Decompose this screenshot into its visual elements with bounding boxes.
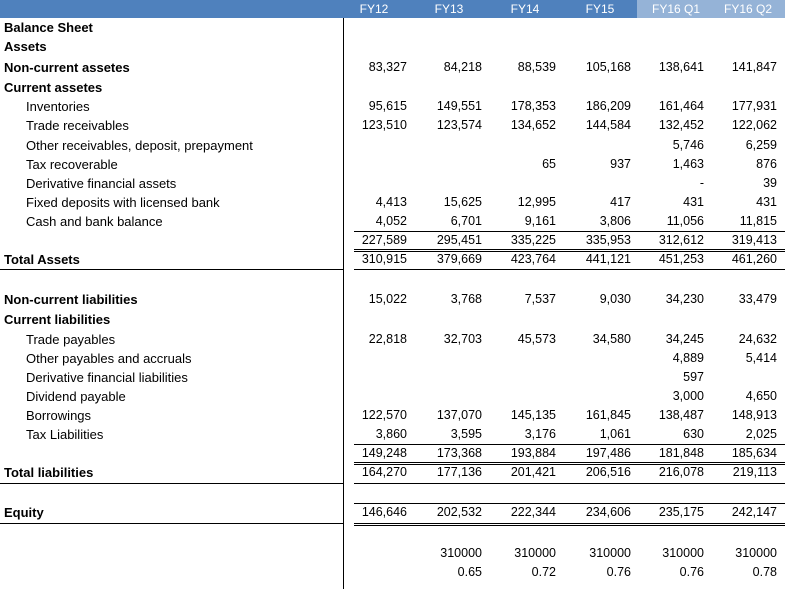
cell-value (412, 174, 482, 193)
cell-value: 310000 (735, 546, 777, 560)
cell-value: 95,615 (368, 99, 407, 113)
cell-value: 138,487 (658, 408, 704, 422)
cell-value: 141,847 (731, 60, 777, 74)
row-label: Tax recoverable (26, 157, 118, 172)
cell-value: 186,209 (585, 99, 631, 113)
cell-value (337, 136, 407, 155)
cell-value: 84,218 (443, 60, 482, 74)
cell-value: 2,025 (745, 427, 777, 441)
cell-value: 197,486 (585, 446, 631, 460)
cell-value: 242,147 (731, 505, 777, 519)
cell-value (337, 155, 407, 174)
cell-value: 122,062 (731, 118, 777, 132)
table-row (0, 349, 785, 368)
cell-value: 3,000 (672, 389, 704, 403)
table-row (0, 155, 785, 174)
cell-value (707, 310, 777, 329)
cell-value: 335,225 (510, 233, 556, 247)
table-row (0, 37, 785, 56)
cell-value: 185,634 (731, 446, 777, 460)
cell-value: 15,022 (368, 292, 407, 306)
cell-value (707, 37, 777, 56)
cell-value (486, 18, 556, 37)
cell-value: 132,452 (658, 118, 704, 132)
cell-value: 24,632 (738, 332, 777, 346)
cell-value: 45,573 (517, 332, 556, 346)
table-row (0, 212, 785, 231)
cell-value: - (699, 176, 704, 190)
cell-value: 161,845 (585, 408, 631, 422)
cell-value: 1,061 (599, 427, 631, 441)
cell-value: 441,121 (585, 252, 631, 266)
cell-value: 876 (756, 157, 777, 171)
cell-value: 178,353 (510, 99, 556, 113)
cell-value (486, 270, 556, 289)
cell-value: 310000 (514, 546, 556, 560)
column-header: FY13 (434, 2, 464, 16)
cell-value: 423,764 (510, 252, 556, 266)
total-underline (354, 483, 785, 484)
cell-value: 148,913 (731, 408, 777, 422)
cell-value: 201,421 (510, 465, 556, 479)
cell-value: 9,161 (524, 214, 556, 228)
cell-value (412, 349, 482, 368)
row-label: Cash and bank balance (26, 214, 163, 229)
cell-value: 0.76 (606, 565, 631, 579)
cell-value (412, 136, 482, 155)
table-row (0, 483, 785, 502)
cell-value (337, 310, 407, 329)
cell-value (707, 18, 777, 37)
cell-value (561, 174, 631, 193)
cell-value (634, 18, 704, 37)
subtotal-rule (354, 231, 785, 232)
cell-value (561, 37, 631, 56)
row-label: Tax Liabilities (26, 427, 104, 442)
cell-value (561, 483, 631, 502)
table-row (0, 231, 785, 250)
cell-value: 11,815 (739, 214, 777, 228)
cell-value (337, 78, 407, 97)
cell-value: 22,818 (368, 332, 407, 346)
table-row (0, 250, 785, 269)
cell-value: 181,848 (658, 446, 704, 460)
cell-value (337, 37, 407, 56)
cell-value: 161,464 (658, 99, 704, 113)
row-label: Current liabilities (4, 312, 111, 327)
cell-value: 34,230 (665, 292, 704, 306)
column-header: FY16 Q2 (723, 2, 773, 16)
table-row (0, 563, 785, 582)
cell-value (486, 37, 556, 56)
cell-value (412, 270, 482, 289)
cell-value: 597 (683, 370, 704, 384)
cell-value: 6,701 (450, 214, 482, 228)
cell-value: 4,650 (745, 389, 777, 403)
cell-value (634, 78, 704, 97)
table-row (0, 270, 785, 289)
table-row (0, 310, 785, 329)
cell-value: 335,953 (585, 233, 631, 247)
cell-value: 319,413 (731, 233, 777, 247)
cell-value: 88,539 (517, 60, 556, 74)
cell-value (707, 270, 777, 289)
cell-value: 310000 (440, 546, 482, 560)
row-label: Fixed deposits with licensed bank (26, 195, 220, 210)
total-rule (354, 249, 785, 252)
cell-value (561, 310, 631, 329)
cell-value: 310000 (589, 546, 631, 560)
row-label: Trade receivables (26, 118, 129, 133)
cell-value: 451,253 (658, 252, 704, 266)
cell-value (412, 368, 482, 387)
cell-value (337, 483, 407, 502)
cell-value: 65 (542, 157, 556, 171)
row-label: Total liabilities (4, 465, 94, 480)
cell-value (561, 349, 631, 368)
table-row (0, 503, 785, 522)
cell-value: 164,270 (361, 465, 407, 479)
cell-value: 431 (683, 195, 704, 209)
cell-value: 33,479 (738, 292, 777, 306)
cell-value (337, 174, 407, 193)
cell-value (412, 78, 482, 97)
total-underline (354, 269, 785, 270)
cell-value: 9,030 (599, 292, 631, 306)
cell-value (561, 136, 631, 155)
table-row (0, 174, 785, 193)
cell-value: 0.76 (679, 565, 704, 579)
cell-value: 310000 (662, 546, 704, 560)
table-row (0, 97, 785, 116)
row-label: Total Assets (4, 252, 80, 267)
label-divider (0, 269, 343, 270)
cell-value (634, 483, 704, 502)
row-label: Borrowings (26, 408, 92, 423)
row-label: Trade payables (26, 332, 116, 347)
table-row (0, 368, 785, 387)
row-label: Equity (4, 505, 44, 520)
column-header: FY12 (359, 2, 389, 16)
row-label: Non-current assetes (4, 60, 130, 75)
table-row (0, 406, 785, 425)
cell-value (412, 483, 482, 502)
cell-value (486, 310, 556, 329)
label-divider (0, 483, 343, 484)
cell-value: 32,703 (443, 332, 482, 346)
column-header: FY16 Q1 (651, 2, 701, 16)
cell-value (486, 349, 556, 368)
cell-value (486, 368, 556, 387)
table-row (0, 18, 785, 37)
cell-value: 34,580 (592, 332, 631, 346)
cell-value (412, 18, 482, 37)
cell-value: 235,175 (658, 505, 704, 519)
row-label: Dividend payable (26, 389, 126, 404)
row-label: Non-current liabilities (4, 292, 138, 307)
column-header: FY15 (585, 2, 615, 16)
equity-double-rule (354, 523, 785, 526)
cell-value: 138,641 (658, 60, 704, 74)
table-row (0, 330, 785, 349)
cell-value: 1,463 (672, 157, 704, 171)
cell-value (412, 310, 482, 329)
cell-value: 461,260 (731, 252, 777, 266)
cell-value: 630 (683, 427, 704, 441)
cell-value: 177,931 (731, 99, 777, 113)
cell-value: 177,136 (436, 465, 482, 479)
cell-value (337, 387, 407, 406)
cell-value: 123,510 (361, 118, 407, 132)
cell-value: 0.78 (752, 565, 777, 579)
column-header: FY14 (510, 2, 540, 16)
cell-value: 7,537 (524, 292, 556, 306)
cell-value: 39 (763, 176, 777, 190)
cell-value (561, 368, 631, 387)
cell-value (561, 78, 631, 97)
label-divider (0, 523, 343, 524)
row-label: Other payables and accruals (26, 351, 192, 366)
cell-value: 34,245 (665, 332, 704, 346)
row-label: Assets (4, 39, 47, 54)
cell-value (486, 136, 556, 155)
cell-value: 227,589 (361, 233, 407, 247)
cell-value: 123,574 (436, 118, 482, 132)
cell-value: 105,168 (585, 60, 631, 74)
cell-value (486, 174, 556, 193)
total-rule (354, 462, 785, 465)
table-row (0, 425, 785, 444)
cell-value: 431 (756, 195, 777, 209)
cell-value (561, 387, 631, 406)
table-row (0, 463, 785, 482)
table-row (0, 136, 785, 155)
cell-value: 0.65 (457, 565, 482, 579)
cell-value: 134,652 (510, 118, 556, 132)
cell-value: 202,532 (436, 505, 482, 519)
cell-value: 193,884 (510, 446, 556, 460)
cell-value: 146,646 (361, 505, 407, 519)
row-label: Balance Sheet (4, 20, 93, 35)
table-row (0, 290, 785, 309)
cell-value (412, 387, 482, 406)
cell-value: 417 (610, 195, 631, 209)
row-label: Derivative financial assets (26, 176, 177, 191)
cell-value (561, 270, 631, 289)
cell-value: 122,570 (361, 408, 407, 422)
cell-value: 3,806 (599, 214, 631, 228)
cell-value (337, 18, 407, 37)
cell-value: 144,584 (585, 118, 631, 132)
cell-value: 216,078 (658, 465, 704, 479)
cell-value (486, 387, 556, 406)
table-row (0, 193, 785, 212)
cell-value: 3,768 (450, 292, 482, 306)
cell-value: 295,451 (436, 233, 482, 247)
cell-value: 937 (610, 157, 631, 171)
cell-value (486, 78, 556, 97)
cell-value: 149,551 (436, 99, 482, 113)
cell-value: 219,113 (732, 465, 777, 479)
cell-value: 145,135 (510, 408, 556, 422)
row-label: Derivative financial liabilities (26, 370, 188, 385)
cell-value (707, 368, 777, 387)
cell-value (634, 270, 704, 289)
cell-value (634, 37, 704, 56)
table-row (0, 116, 785, 135)
subtotal-rule (354, 444, 785, 445)
cell-value (707, 483, 777, 502)
cell-value: 83,327 (368, 60, 407, 74)
cell-value: 11,056 (666, 214, 704, 228)
table-row (0, 58, 785, 77)
table-row (0, 387, 785, 406)
row-label: Inventories (26, 99, 90, 114)
cell-value: 4,052 (375, 214, 407, 228)
cell-value: 312,612 (658, 233, 704, 247)
cell-value: 137,070 (436, 408, 482, 422)
cell-value: 3,595 (450, 427, 482, 441)
cell-value (486, 483, 556, 502)
cell-value: 6,259 (745, 138, 777, 152)
cell-value: 0.72 (531, 565, 556, 579)
cell-value (634, 310, 704, 329)
table-row (0, 444, 785, 463)
cell-value (337, 270, 407, 289)
row-label: Other receivables, deposit, prepayment (26, 138, 253, 153)
row-label: Current assetes (4, 80, 103, 95)
cell-value: 12,995 (517, 195, 556, 209)
cell-value: 173,368 (436, 446, 482, 460)
cell-value: 3,860 (375, 427, 407, 441)
cell-value (412, 155, 482, 174)
cell-value: 234,606 (585, 505, 631, 519)
equity-rule (354, 503, 785, 504)
cell-value: 5,746 (672, 138, 704, 152)
cell-value: 4,413 (375, 195, 407, 209)
cell-value (561, 18, 631, 37)
table-row (0, 78, 785, 97)
cell-value: 379,669 (436, 252, 482, 266)
table-row (0, 544, 785, 563)
cell-value (707, 78, 777, 97)
cell-value: 15,625 (443, 195, 482, 209)
cell-value: 3,176 (524, 427, 556, 441)
cell-value: 149,248 (361, 446, 407, 460)
cell-value: 222,344 (510, 505, 556, 519)
cell-value: 4,889 (672, 351, 704, 365)
cell-value (412, 37, 482, 56)
cell-value (337, 349, 407, 368)
cell-value: 5,414 (745, 351, 777, 365)
cell-value (337, 368, 407, 387)
cell-value: 206,516 (585, 465, 631, 479)
cell-value: 310,915 (361, 252, 407, 266)
